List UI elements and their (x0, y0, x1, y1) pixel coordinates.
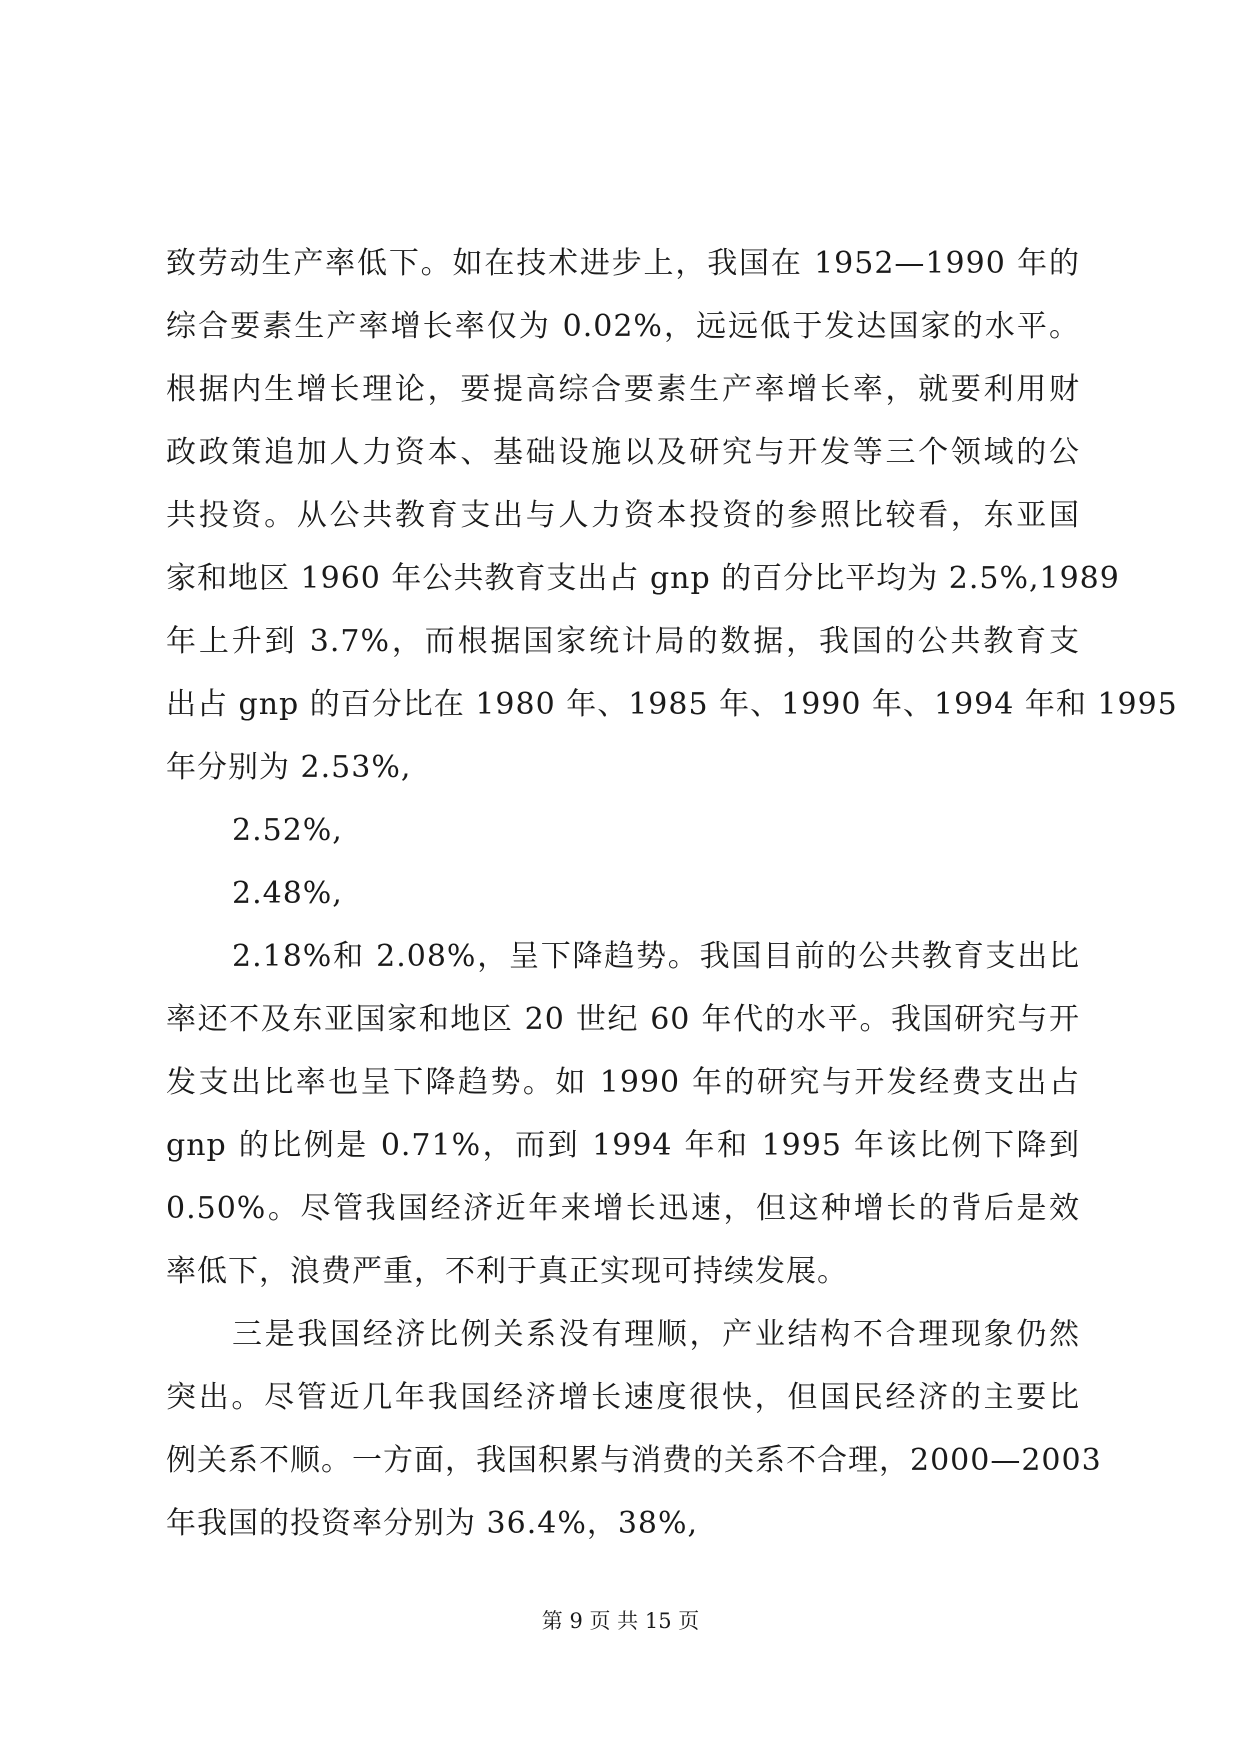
text-line: 例关系不顺。一方面，我国积累与消费的关系不合理，2000—2003 (166, 1443, 1102, 1478)
text-line: 致劳动生产率低下。如在技术进步上，我国在 1952—1990 年的 (166, 246, 1080, 281)
text-line: 综合要素生产率增长率仅为 0.02%，远远低于发达国家的水平。 (166, 309, 1080, 344)
page-footer: 第 9 页 共 15 页 (541, 1609, 700, 1633)
text-line: 根据内生增长理论，要提高综合要素生产率增长率，就要利用财 (166, 372, 1080, 407)
text-line: gnp 的比例是 0.71%，而到 1994 年和 1995 年该比例下降到 (166, 1128, 1080, 1163)
text-line: 三是我国经济比例关系没有理顺，产业结构不合理现象仍然 (232, 1317, 1080, 1352)
text-line: 率还不及东亚国家和地区 20 世纪 60 年代的水平。我国研究与开 (166, 1002, 1080, 1037)
body-text (166, 232, 1178, 1555)
text-line: 突出。尽管近几年我国经济增长速度很快，但国民经济的主要比 (166, 1380, 1080, 1415)
text-line: 出占 gnp 的百分比在 1980 年、1985 年、1990 年、1994 年和 1995 (166, 687, 1178, 722)
text-line: 共投资。从公共教育支出与人力资本投资的参照比较看，东亚国 (166, 498, 1080, 533)
text-line: 2.18%和 2.08%，呈下降趋势。我国目前的公共教育支出比 (232, 939, 1080, 974)
text-line: 0.50%。尽管我国经济近年来增长迅速，但这种增长的背后是效 (166, 1191, 1080, 1226)
text-line: 年上升到 3.7%，而根据国家统计局的数据，我国的公共教育支 (166, 624, 1080, 659)
text-line: 率低下，浪费严重，不利于真正实现可持续发展。 (166, 1254, 848, 1289)
text-line: 年分别为 2.53%, (166, 750, 412, 785)
text-line: 2.52%, (232, 813, 343, 848)
text-line: 家和地区 1960 年公共教育支出占 gnp 的百分比平均为 2.5%,1989 (166, 561, 1120, 596)
text-line: 政政策追加人力资本、基础设施以及研究与开发等三个领域的公 (166, 435, 1080, 470)
text-line: 2.48%, (232, 876, 343, 911)
text-line: 年我国的投资率分别为 36.4%，38%, (166, 1506, 699, 1541)
text-line: 发支出比率也呈下降趋势。如 1990 年的研究与开发经费支出占 (166, 1065, 1080, 1100)
